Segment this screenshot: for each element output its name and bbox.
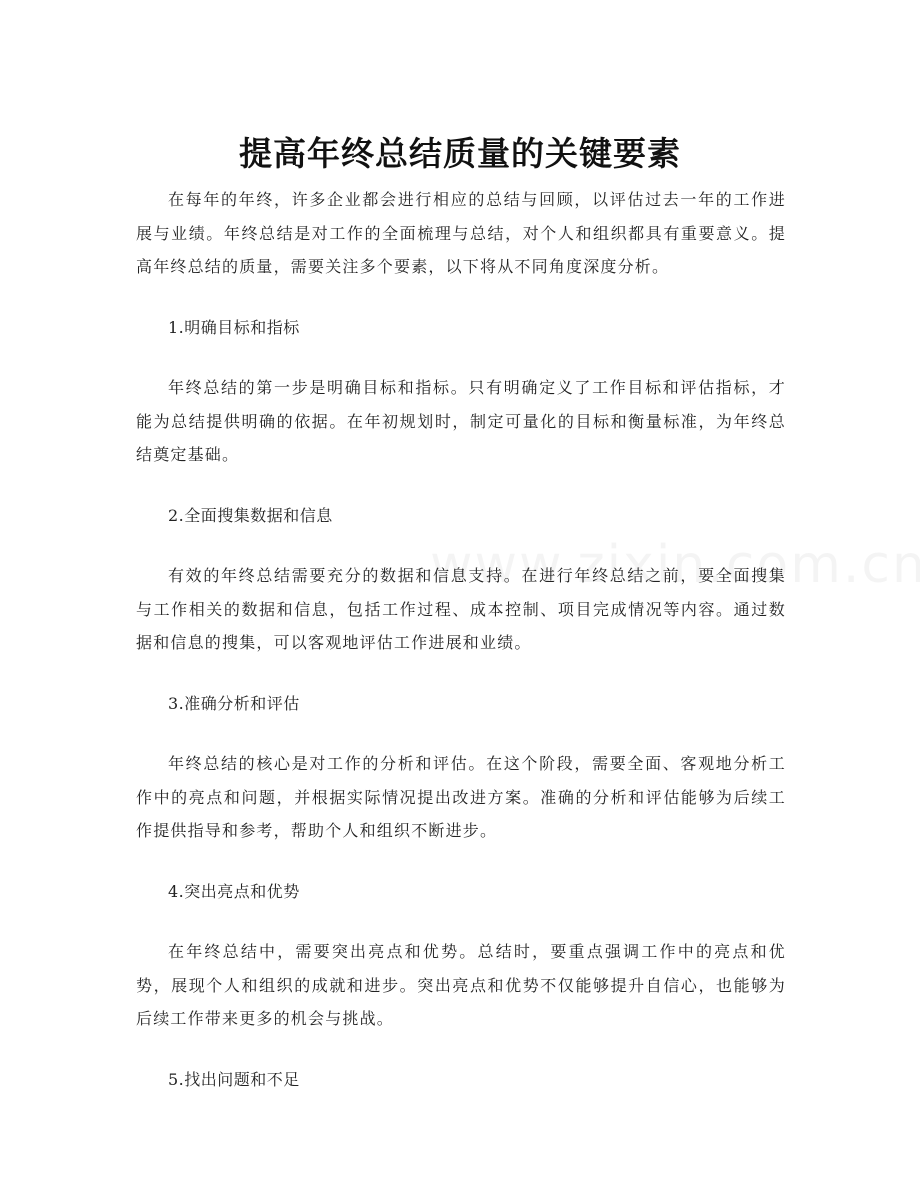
section-heading-2: 2.全面搜集数据和信息 [168, 505, 333, 525]
spacer [136, 908, 786, 935]
intro-paragraph: 在每年的年终，许多企业都会进行相应的总结与回顾，以评估过去一年的工作进展与业绩。年终总结是对工作的全面梳理与总结，对个人和组织都具有重要意义。提高年终总结的质量，需要关注多个要素，以下将从不同角度深度分析。 [136, 190, 786, 276]
spacer [136, 1036, 786, 1063]
spacer [136, 472, 786, 499]
spacer [136, 848, 786, 875]
section-heading-4: 4.突出亮点和优势 [168, 881, 300, 901]
spacer [136, 532, 786, 559]
section-body-2: 有效的年终总结需要充分的数据和信息支持。在进行年终总结之前，要全面搜集与工作相关的数据和信息，包括工作过程、成本控制、项目完成情况等内容。通过数据和信息的搜集，可以客观地评估工作进展和业绩。 [136, 566, 786, 652]
spacer [136, 344, 786, 371]
page-title: 提高年终总结质量的关键要素 [239, 134, 681, 174]
section-heading-5: 5.找出问题和不足 [168, 1069, 300, 1089]
document-body [136, 183, 786, 1096]
spacer [136, 720, 786, 747]
section-body-1: 年终总结的第一步是明确目标和指标。只有明确定义了工作目标和评估指标，才能为总结提供明确的依据。在年初规划时，制定可量化的目标和衡量标准，为年终总结奠定基础。 [136, 378, 786, 464]
section-body-4: 在年终总结中，需要突出亮点和优势。总结时，要重点强调工作中的亮点和优势，展现个人和组织的成就和进步。突出亮点和优势不仅能够提升自信心，也能够为后续工作带来更多的机会与挑战。 [136, 942, 786, 1028]
spacer [136, 284, 786, 311]
section-heading-3: 3.准确分析和评估 [168, 693, 300, 713]
section-body-3: 年终总结的核心是对工作的分析和评估。在这个阶段，需要全面、客观地分析工作中的亮点和问题，并根据实际情况提出改进方案。准确的分析和评估能够为后续工作提供指导和参考，帮助个人和组织不断进步。 [136, 754, 786, 840]
section-heading-1: 1.明确目标和指标 [168, 317, 300, 337]
spacer [136, 660, 786, 687]
